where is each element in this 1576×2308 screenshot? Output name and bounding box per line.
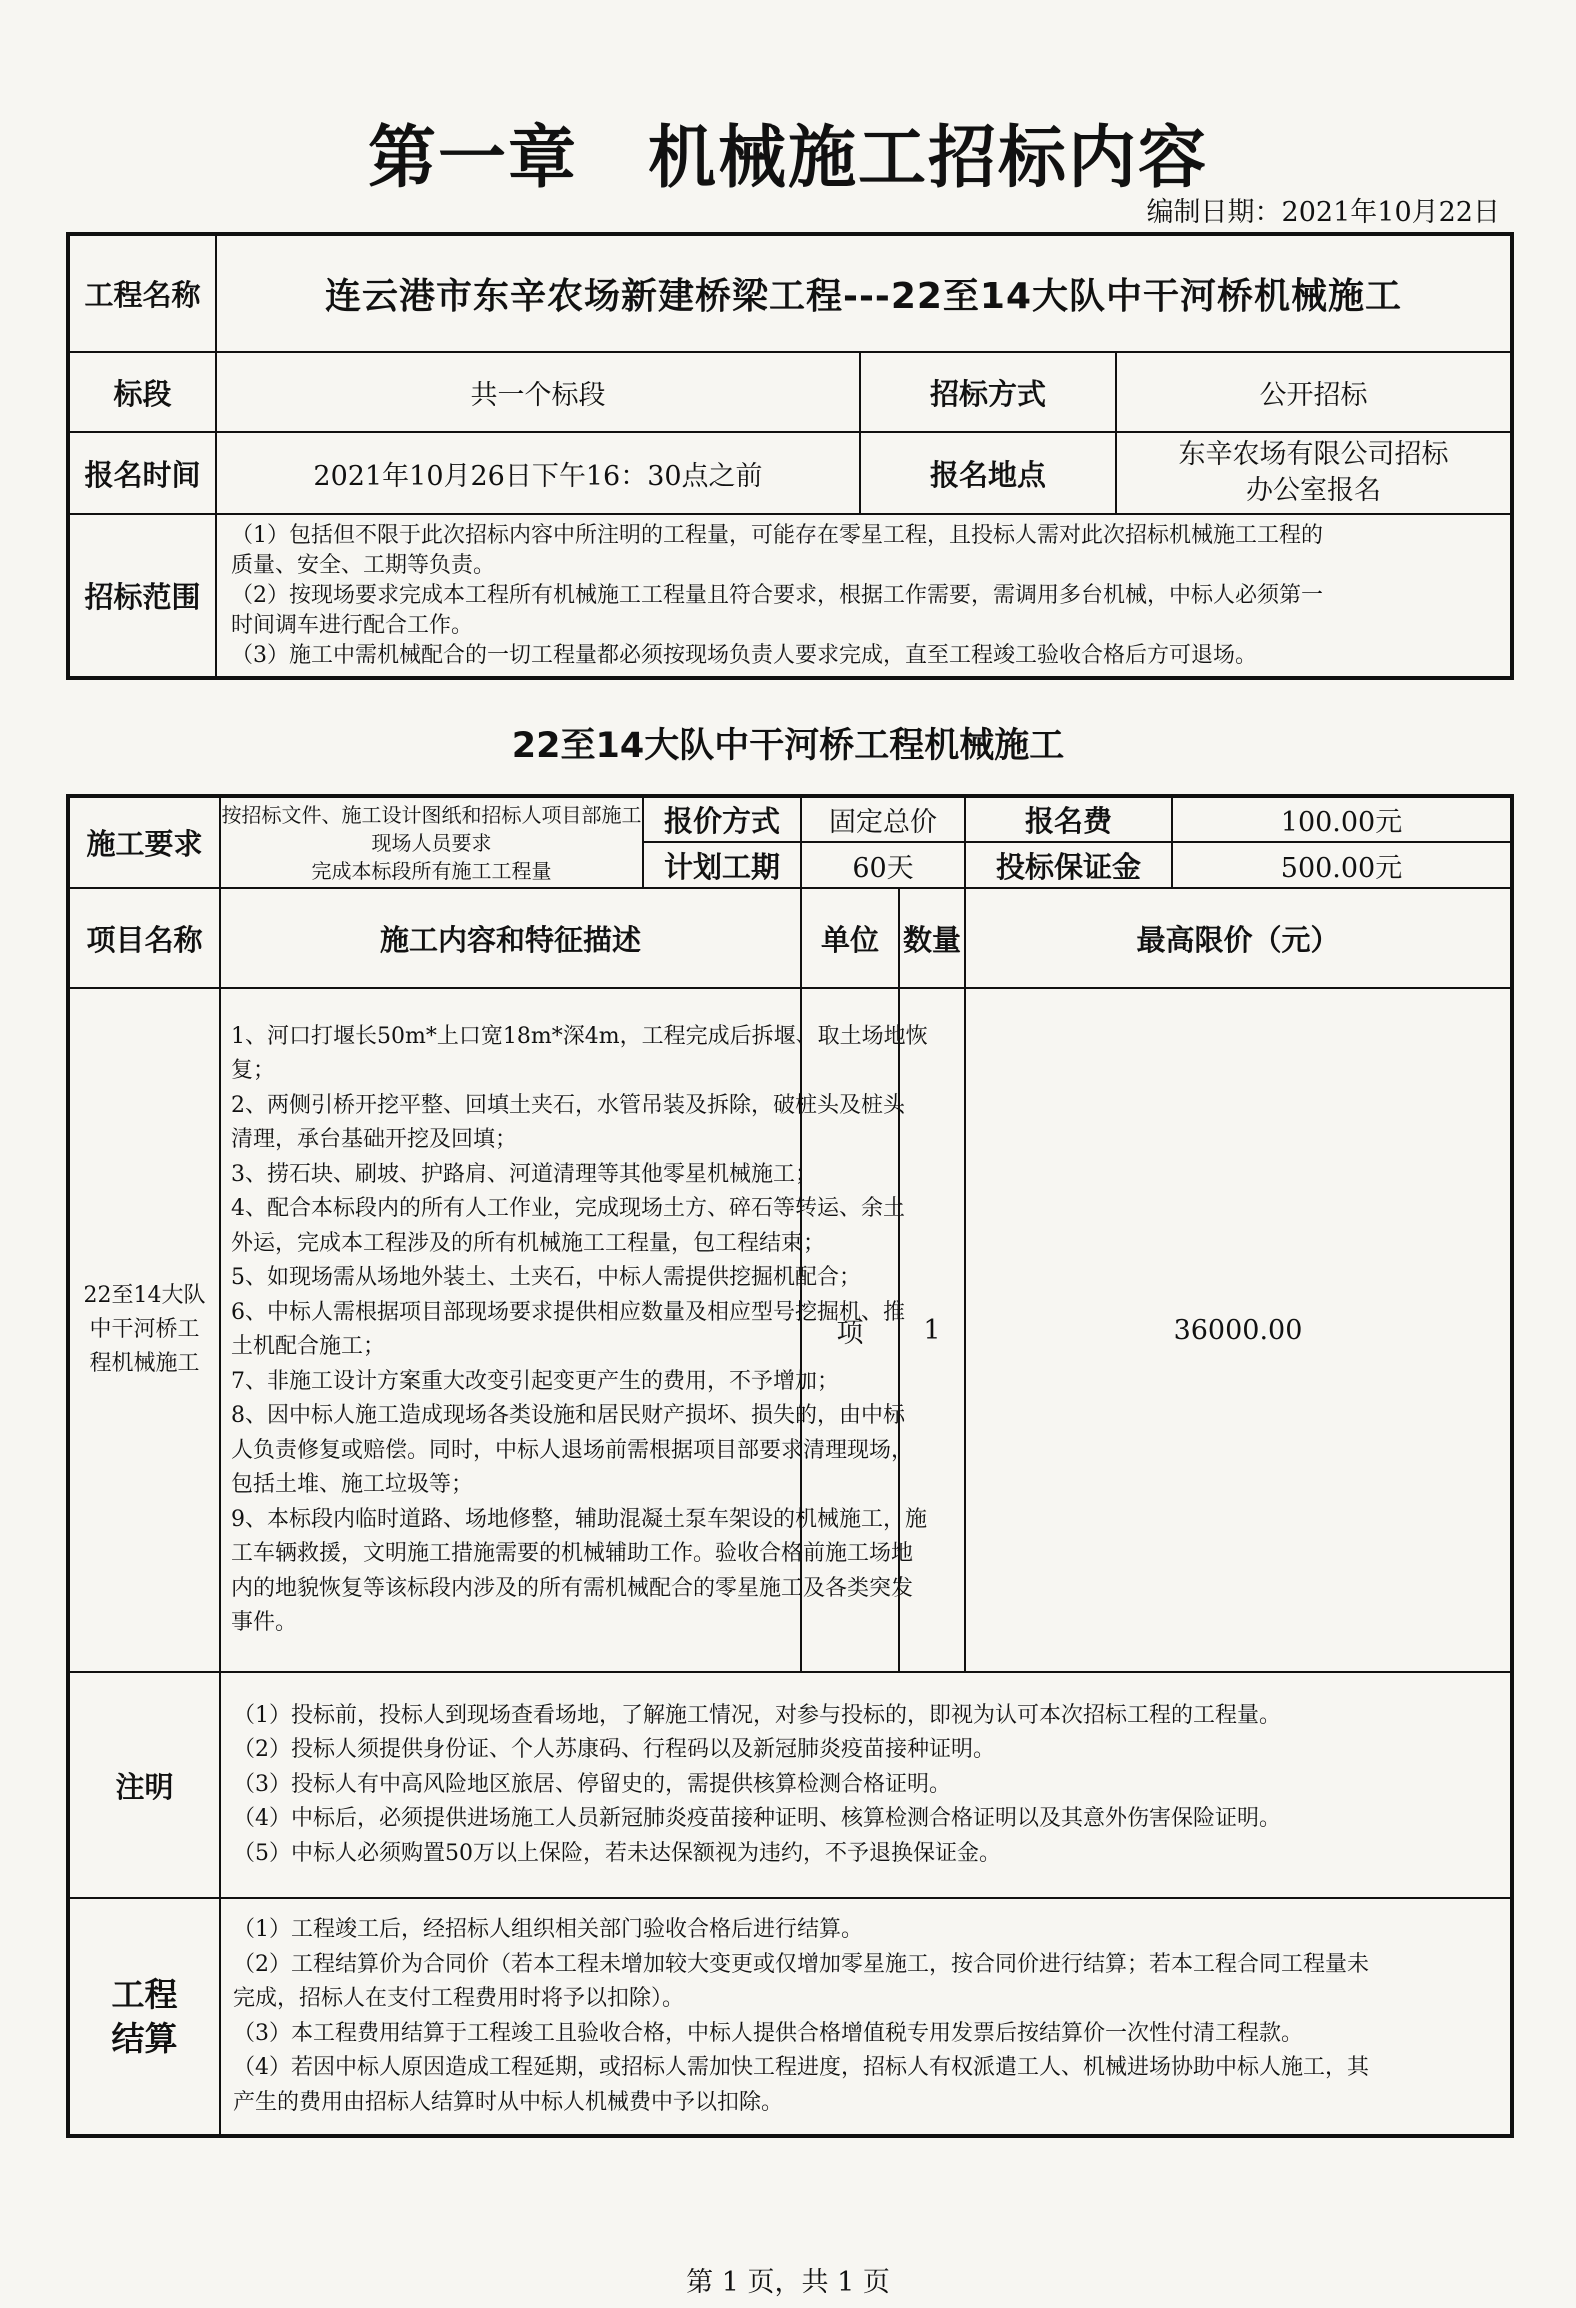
description-line: 4、配合本标段内的所有人工作业，完成现场土方、碎石等转运、余土 bbox=[231, 1196, 905, 1221]
registration-fee-label: 报名费 bbox=[965, 796, 1172, 842]
description-line: 3、捞石块、刷坡、护路肩、河道清理等其他零星机械施工； bbox=[231, 1161, 817, 1187]
table-row bbox=[68, 988, 1512, 1672]
method-value: 公开招标 bbox=[1116, 352, 1512, 432]
scope-line: （3）施工中需机械配合的一切工程量都必须按现场负责人要求完成，直至工程竣工验收合格后方可退场。 bbox=[231, 642, 1258, 668]
scope-text bbox=[216, 514, 1512, 678]
section-value: 共一个标段 bbox=[216, 352, 860, 432]
notes-label: 注明 bbox=[68, 1672, 220, 1898]
reg-place-line: 办公室报名 bbox=[1246, 475, 1382, 506]
reg-time-value: 2021年10月26日下午16：30点之前 bbox=[216, 432, 860, 514]
method-label: 招标方式 bbox=[860, 352, 1116, 432]
header-max-price: 最高限价（元） bbox=[965, 888, 1512, 988]
header-unit: 单位 bbox=[801, 888, 899, 988]
settlement-line: 产生的费用由招标人结算时从中标人机械费中予以扣除。 bbox=[233, 2089, 784, 2115]
compile-date: 编制日期：2021年10月22日 bbox=[1146, 197, 1500, 228]
item-name-line: 程机械施工 bbox=[89, 1351, 200, 1376]
reg-place-label: 报名地点 bbox=[860, 432, 1116, 514]
settlement-line: （4）若因中标人原因造成工程延期，或招标人需加快工程进度，招标人有权派遣工人、机械进场协助中标人施工，其 bbox=[233, 2055, 1370, 2080]
item-max-price: 36000.00 bbox=[965, 988, 1512, 1672]
description-line: 清理，承台基础开挖及回填； bbox=[231, 1127, 518, 1152]
note-line: （5）中标人必须购置50万以上保险，若未达保额视为违约，不予退换保证金。 bbox=[233, 1840, 1001, 1866]
requirement-line: 按招标文件、施工设计图纸和招标人项目部施工现场人员要求 bbox=[221, 802, 642, 855]
description-line: 复； bbox=[231, 1058, 276, 1083]
settlement-line: （2）工程结算价为合同价（若本工程未增加较大变更或仅增加零星施工，按合同价进行结算；若本工程合同工程量未 bbox=[233, 1951, 1370, 1977]
note-line: （2）投标人须提供身份证、个人苏康码、行程码以及新冠肺炎疫苗接种证明。 bbox=[233, 1737, 995, 1763]
project-name-label: 工程名称 bbox=[68, 234, 216, 352]
description-line: 事件。 bbox=[231, 1610, 298, 1635]
project-info-table bbox=[66, 232, 1514, 680]
description-line: 2、两侧引桥开挖平整、回填土夹石，水管吊装及拆除，破桩头及桩头 bbox=[231, 1092, 905, 1118]
description-line: 土机配合施工； bbox=[231, 1334, 386, 1359]
scope-line: （2）按现场要求完成本工程所有机械施工工程量且符合要求，根据工作需要，需调用多台机械，中标人必须第一 bbox=[231, 582, 1324, 608]
settlement-label-line: 结算 bbox=[111, 2018, 178, 2058]
work-items-table bbox=[66, 794, 1514, 2138]
item-quantity: 1 bbox=[899, 988, 965, 1672]
description-line: 1、河口打堰长50m*上口宽18m*深4m，工程完成后拆堰、取土场地恢 bbox=[231, 1023, 928, 1049]
item-name-line: 22至14大队 bbox=[83, 1283, 206, 1308]
item-description bbox=[220, 988, 928, 1672]
description-line: 外运，完成本工程涉及的所有机械施工工程量，包工程结束； bbox=[231, 1230, 826, 1256]
description-line: 7、非施工设计方案重大改变引起变更产生的费用，不予增加； bbox=[231, 1368, 839, 1394]
settlement-line: （3）本工程费用结算于工程竣工且验收合格，中标人提供合格增值税专用发票后按结算价一次性付清工程款。 bbox=[233, 2020, 1304, 2046]
settlement-label bbox=[68, 1898, 220, 2136]
reg-place-value bbox=[1116, 432, 1512, 514]
header-item-name: 项目名称 bbox=[68, 888, 220, 988]
description-line: 包括土堆、施工垃圾等； bbox=[231, 1472, 474, 1497]
header-description: 施工内容和特征描述 bbox=[220, 888, 801, 988]
description-line: 内的地貌恢复等该标段内涉及的所有需机械配合的零星施工及各类突发 bbox=[231, 1575, 914, 1601]
page-title: 第一章 机械施工招标内容 bbox=[367, 119, 1208, 198]
section-title: 22至14大队中干河桥工程机械施工 bbox=[511, 726, 1065, 766]
bid-deposit-label: 投标保证金 bbox=[965, 842, 1172, 888]
reg-time-label: 报名时间 bbox=[68, 432, 216, 514]
planned-period-label: 计划工期 bbox=[643, 842, 801, 888]
planned-period-value: 60天 bbox=[801, 842, 965, 888]
description-line: 8、因中标人施工造成现场各类设施和居民财产损坏、损失的，由中标 bbox=[231, 1403, 905, 1428]
description-line: 人负责修复或赔偿。同时，中标人退场前需根据项目部要求清理现场， bbox=[231, 1437, 914, 1463]
scope-line: （1）包括但不限于此次招标内容中所注明的工程量，可能存在零星工程，且投标人需对此次招标机械施工工程的 bbox=[231, 522, 1324, 548]
item-name bbox=[68, 988, 220, 1672]
note-line: （4）中标后，必须提供进场施工人员新冠肺炎疫苗接种证明、核算检测合格证明以及其意外伤害保险证明。 bbox=[233, 1806, 1282, 1832]
description-line: 5、如现场需从场地外装土、土夹石，中标人需提供挖掘机配合； bbox=[231, 1265, 861, 1290]
reg-place-line: 东辛农场有限公司招标 bbox=[1178, 439, 1449, 470]
quote-method-value: 固定总价 bbox=[801, 796, 965, 842]
header-quantity: 数量 bbox=[899, 888, 965, 988]
settlement-line: （1）工程竣工后，经招标人组织相关部门验收合格后进行结算。 bbox=[233, 1917, 863, 1942]
page-footer: 第 1 页，共 1 页 bbox=[686, 2267, 890, 2298]
scope-line: 质量、安全、工期等负责。 bbox=[231, 552, 496, 578]
note-line: （3）投标人有中高风险地区旅居、停留史的，需提供核算检测合格证明。 bbox=[233, 1771, 951, 1797]
requirement-line: 完成本标段所有施工工程量 bbox=[311, 858, 552, 883]
description-line: 6、中标人需根据项目部现场要求提供相应数量及相应型号挖掘机、推 bbox=[231, 1299, 905, 1325]
note-line: （1）投标前，投标人到现场查看场地，了解施工情况，对参与投标的，即视为认可本次招标工程的工程量。 bbox=[233, 1702, 1282, 1728]
registration-fee-value: 100.00元 bbox=[1172, 796, 1512, 842]
settlement-text bbox=[220, 1898, 1512, 2136]
requirement-label: 施工要求 bbox=[68, 796, 220, 888]
requirement-text bbox=[220, 796, 643, 888]
notes-text bbox=[220, 1672, 1512, 1898]
description-line: 工车辆救援，文明施工措施需要的机械辅助工作。验收合格前施工场地 bbox=[231, 1541, 914, 1566]
settlement-label-line: 工程 bbox=[111, 1974, 178, 2014]
bid-deposit-value: 500.00元 bbox=[1172, 842, 1512, 888]
section-label: 标段 bbox=[68, 352, 216, 432]
item-name-line: 中干河桥工 bbox=[89, 1317, 200, 1342]
scope-label: 招标范围 bbox=[68, 514, 216, 678]
quote-method-label: 报价方式 bbox=[643, 796, 801, 842]
item-unit: 项 bbox=[801, 988, 899, 1672]
settlement-line: 完成，招标人在支付工程费用时将予以扣除）。 bbox=[233, 1986, 685, 2011]
project-name-value: 连云港市东辛农场新建桥梁工程---22至14大队中干河桥机械施工 bbox=[216, 234, 1512, 352]
scope-line: 时间调车进行配合工作。 bbox=[231, 612, 474, 638]
description-line: 9、本标段内临时道路、场地修整，辅助混凝土泵车架设的机械施工，施 bbox=[231, 1506, 927, 1532]
